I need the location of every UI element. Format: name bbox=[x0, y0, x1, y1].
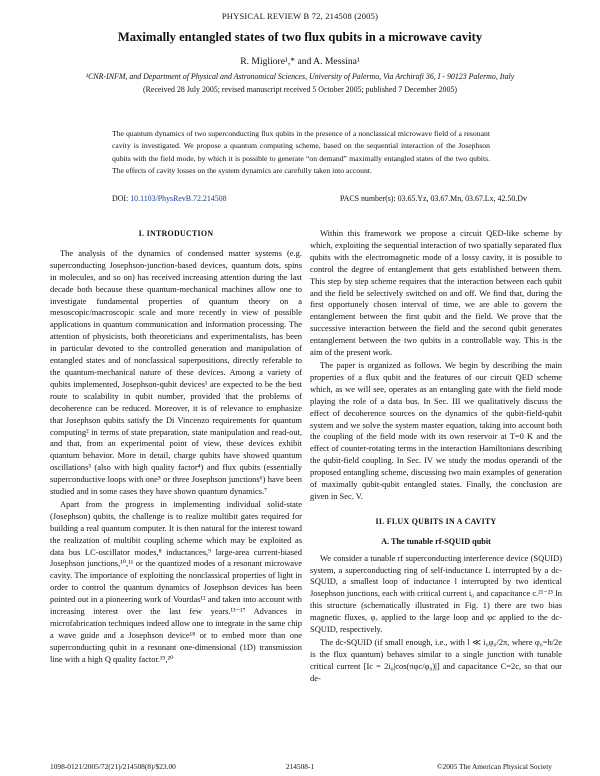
section2-paragraph-2: The dc-SQUID (if small enough, i.e., with l ≪ i₀φ₀/2π, where φ₀=h/2e is the flux quantum) behaves similar to a single junction with tunable critical current [Ic = 2i₀|cos(πφc/φ₀)|] and capacitance C=2c, so that our de- bbox=[310, 637, 562, 683]
doi-line bbox=[112, 194, 227, 203]
paper-dates: (Received 28 July 2005; revised manuscript received 5 October 2005; published 7 December 2005) bbox=[143, 85, 457, 94]
section-heading-introduction: I. INTRODUCTION bbox=[138, 229, 214, 238]
doi-label: DOI: bbox=[112, 194, 129, 203]
journal-header: PHYSICAL REVIEW B 72, 214508 (2005) bbox=[221, 11, 379, 21]
pacs-numbers: PACS number(s): 03.65.Yz, 03.67.Mn, 03.67.Lx, 42.50.Dv bbox=[340, 194, 527, 203]
left-column bbox=[50, 228, 302, 667]
intro-paragraph-3: Within this framework we propose a circuit QED-like scheme by which, exploiting the sequential interaction of two spatially separated flux qubits with the electromagnetic mode of a lossy cavity, it is possible to control the degree of entanglement that gets established between them. This step by step scheme requires that the interaction between each qubit and the field be selectively switched on and off. We find that, during the first opportunely chosen interval of time, we are able to govern the entanglement between the first qubit and the field. We prove that the successive interaction between the field and the second qubit generates entanglement between the two qubits in a controllable way. This is the aim of the present work. bbox=[310, 228, 562, 358]
subsection-heading-rf-squid: A. The tunable rf-SQUID qubit bbox=[381, 536, 491, 546]
intro-paragraph-2: Apart from the progress in implementing individual solid-state (Josephson) qubits, the challenge is to realize multibit gates required for building a real quantum computer. It is then natural for the interest toward the realization of multibit coupling scheme which may be exploited as data bus LC-oscillator modes,⁸ inductances,⁹ large-area current-biased Josephson junctions,¹⁰,¹¹ or the quantized modes of a resonant microwave cavity. The importance of exploiting the nonclassical properties of light in order to control the quantum dynamics of Josephson devices has been pointed out in a pioneering work of Vourdas¹² and taken into account with increasing interest over the last few years.¹³⁻¹⁷ Advances in microfabrication techniques indeed allow one to integrate in the same chip a wave guide and a Josephson device¹⁸ or to embed more than one superconducting qubit in a resonant one-dimensional (1D) transmission line with a high Q quality factor.¹⁹,²⁰ bbox=[50, 498, 302, 664]
intro-paragraph-1: The analysis of the dynamics of condensed matter systems (e.g. superconducting Josephson-junction-based devices, quantum dots, spins in molecules, and so on) has received increasing attention during the last decade both because these quantum-mechanical machines allow one to investigate fundamental properties of quantum theory on a mesoscopic/macroscopic scale and more recently in view of possible applications in quantum communication and information processing. The attention of physicists, both theoreticians and experimentalists, has been in particular devoted to the controlled generation and manipulation of entangled states and of nonclassical superpositions, directly referable to the quantum-mechanical nature of these devices. Among a variety of qubits implemented, Josephson-qubit devices¹ are expected to be the best route to scalability in qubit number, provided that the problems of decoherence can be reduced. Moreover, it is of relevance to emphasize that Josephson qubits satisfy the Di Vincenzo requirements for quantum computing² in terms of state preparation, state manipulation and read-out, and that, from an experimental point of view, these devices exhibit quantum behavior. More in detail, charge qubits have showed quantum oscillations³ (also with high quality factor⁴) and flux qubits (essentially superconductive loops with one⁵ or three Josephson junctions⁶) have been studied and in some cases they have shown quantum dynamics.⁷ bbox=[50, 247, 302, 497]
paper-affiliation: ¹CNR-INFM, and Department of Physical and Astronomical Sciences, University of Palermo, Via Archirafi 36, I - 90123 Palermo, Italy bbox=[85, 72, 515, 81]
paper-authors: R. Migliore¹,* and A. Messina¹ bbox=[240, 56, 360, 67]
paper-title: Maximally entangled states of two flux qubits in a microwave cavity bbox=[117, 30, 483, 44]
section-heading-flux-qubits: II. FLUX QUBITS IN A CAVITY bbox=[375, 516, 497, 526]
doi-link[interactable]: 10.1103/PhysRevB.72.214508 bbox=[130, 194, 227, 203]
footer-page-number: 214508-1 bbox=[285, 762, 315, 771]
intro-paragraph-4: The paper is organized as follows. We begin by describing the main properties of a flux qubit and the features of our circuit QED scheme which, as we will see, operates as an entangling gate with the field mode playing the role of a data bus. In Sec. III we qualitatively discuss the effect of decoherence sources on the dynamics of the qubit-field-qubit system and we solve the system master equation, taking into account both the coupling of the field mode with its own reservoir at T=0 K and the effect of counter-rotating terms in the interaction Hamiltonians describing the qubit-field coupling. In Sec. IV we study the modus operandi of the proposed entangling scheme, discussing two main examples of generation of maximally qubit-qubit entangled states. Finally, the conclusion are given in Sec. V. bbox=[310, 359, 562, 501]
right-column bbox=[310, 228, 562, 686]
paper-abstract: The quantum dynamics of two superconducting flux qubits in the presence of a nonclassical microwave field of a resonant cavity is investigated. We propose a quantum computing scheme, based on the sequential interaction of the Josephson qubits with the field mode, by which it is possible to generate “on demand” maximally entangled states of the two qubits. The effects of cavity losses on the system dynamics are carefully taken into account. bbox=[112, 129, 490, 175]
section2-paragraph-1: We consider a tunable rf superconducting interference device (SQUID) system, a superconducting ring of self-inductance L interrupted by a dc-SQUID, a smallest loop of inductance l interrupted by two identical Josephson junctions, each with critical current i₀ and capacitance c.²¹⁻²³ In this structure (schematically illustrated in Fig. 1) there are two bias magnetic fluxes, φₓ applied to the large loop and φc applied to the dc-SQUID, respectively. bbox=[310, 552, 562, 635]
footer-copyright: ©2005 The American Physical Society bbox=[436, 762, 552, 771]
footer-issn: 1098-0121/2005/72(21)/214508(8)/$23.00 bbox=[50, 762, 176, 771]
